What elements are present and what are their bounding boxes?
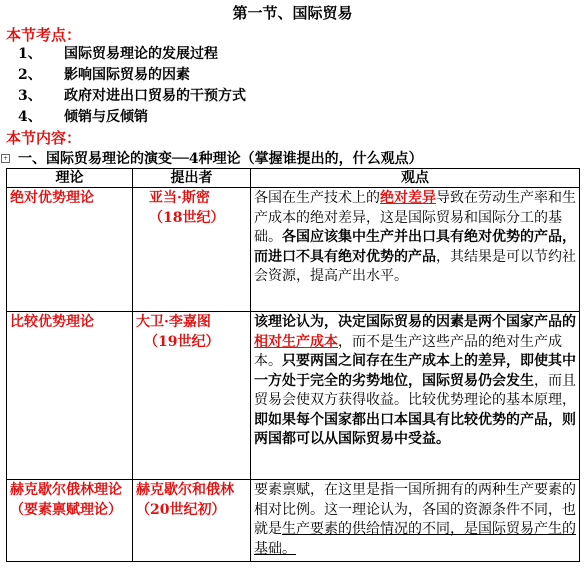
column-header-author: 提出者 <box>133 169 251 188</box>
table-header-row <box>7 169 580 188</box>
section-subheading: 一、国际贸易理论的演变──4种理论（掌握谁提出的，什么观点） <box>18 151 423 167</box>
author-cell <box>133 312 251 480</box>
view-cell <box>251 480 580 562</box>
theory-cell: 绝对优势理论 <box>7 188 133 312</box>
theory-cell: 比较优势理论 <box>7 312 133 480</box>
author-name: 赫克歇尔和俄林 <box>136 482 234 498</box>
table-row <box>7 480 580 562</box>
key-points-heading: 本节考点： <box>6 26 82 44</box>
key-point-text: 影响国际贸易的因素 <box>64 67 190 83</box>
key-point-text: 国际贸易理论的发展过程 <box>64 46 218 62</box>
view-text: ，而且贸易会使双方获得收益。比较优势理论的基本原理， <box>254 372 576 408</box>
table-row <box>7 312 580 480</box>
author-name: 大卫·李嘉图 <box>136 314 211 330</box>
view-text: 导致在劳动生产率和生产成本的绝对差异，这是国际贸易和国际分工的基础。 <box>254 190 576 245</box>
column-header-theory: 理论 <box>7 169 133 188</box>
key-point-3 <box>18 87 246 105</box>
key-point-number: 2、 <box>18 67 42 83</box>
author-era: （18世纪） <box>149 209 225 226</box>
key-point-text: 政府对进出口贸易的干预方式 <box>64 88 246 104</box>
key-point-1 <box>18 45 218 63</box>
content-heading: 本节内容： <box>6 129 82 147</box>
key-point-number: 3、 <box>18 88 42 104</box>
theory-cell: 赫克歇尔俄林理论（要素禀赋理论） <box>7 480 133 562</box>
key-point-number: 1、 <box>18 46 42 62</box>
view-text: 要素禀赋，在这里是指一国所拥有的两种生产要素的相对比例。这一理论认为，各国的资源条件不同，也就是 <box>254 482 576 537</box>
view-bold-text: 该理论认为，决定国际贸易的因素是两个国家产品的 <box>254 314 576 330</box>
table-row <box>7 188 580 312</box>
author-cell <box>133 480 251 562</box>
key-point-text: 倾销与反倾销 <box>64 109 148 125</box>
page-title: 第一节、国际贸易 <box>232 4 353 22</box>
author-era: （19世纪） <box>144 333 220 350</box>
key-point-number: 4、 <box>18 109 42 125</box>
key-point-4 <box>18 108 148 126</box>
view-text: 各国在生产技术上的 <box>254 190 380 206</box>
view-bold-text: 即如果每个国家都出口本国具有比较优势的产品，则两国都可以从国际贸易中受益。 <box>254 411 576 447</box>
table-anchor-icon[interactable]: + <box>2 155 9 162</box>
view-bold-text: 各国应该集中生产并出口具有绝对优势的产品，而进口不具有绝对优势的产品 <box>254 229 576 265</box>
author-name: 亚当·斯密 <box>149 190 210 206</box>
author-era: （20世纪初） <box>136 501 226 518</box>
view-highlight: 相对生产成本 <box>254 333 338 350</box>
author-cell <box>133 188 251 312</box>
view-underlined-text: 生产要素的供给情况的不同，是国际贸易产生的基础。 <box>254 521 576 557</box>
column-header-view: 观点 <box>251 169 580 188</box>
theory-table <box>6 168 580 562</box>
key-point-2 <box>18 66 190 84</box>
view-text: ，而不是生产这些产品的绝对生产成本。 <box>254 333 562 369</box>
view-cell <box>251 312 580 480</box>
view-bold-text: 只要两国之间存在生产成本上的差异，即使其中一方处于完全的劣势地位，国际贸易仍会发生 <box>254 353 576 389</box>
view-cell <box>251 188 580 312</box>
view-text: ，其结果是可以节约社会资源，提高产出水平。 <box>254 248 576 284</box>
view-highlight: 绝对差异 <box>380 190 436 206</box>
